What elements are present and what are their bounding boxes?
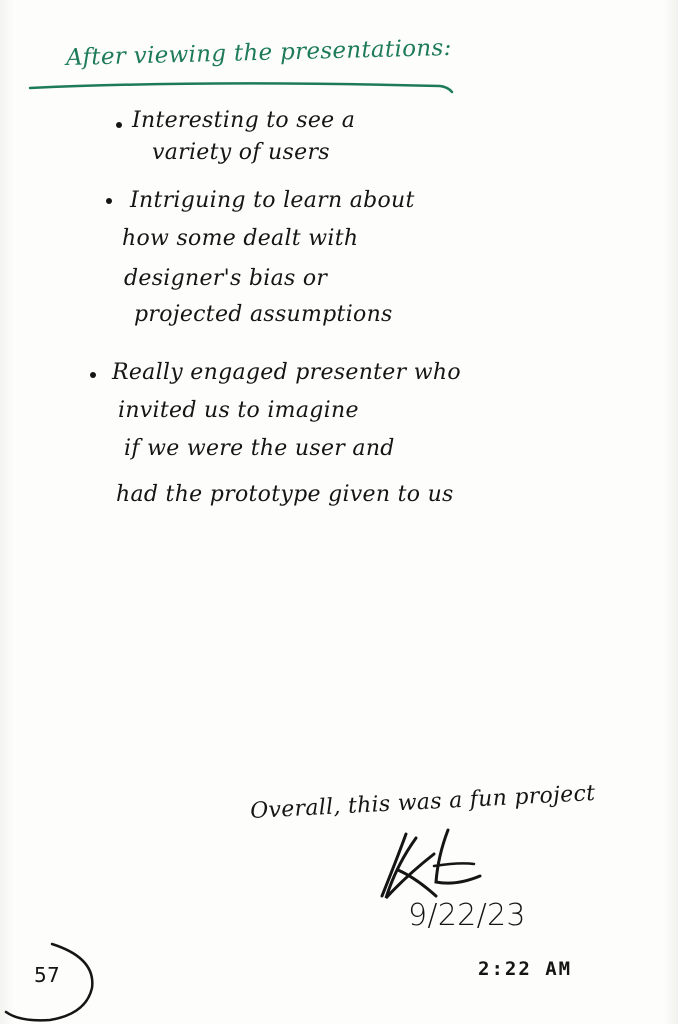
date: 9/22/23 xyxy=(408,898,526,933)
bullet-2-line-2: how some dealt with xyxy=(122,226,359,251)
bullet-3-line-4: had the prototype given to us xyxy=(116,482,454,507)
heading: After viewing the presentations: xyxy=(65,34,452,72)
bullet-1-line-1: Interesting to see a xyxy=(132,108,356,133)
bullet-3-line-2: invited us to imagine xyxy=(118,398,359,423)
bullet-3-line-1: Really engaged presenter who xyxy=(112,360,461,385)
closing-note: Overall, this was a fun project xyxy=(249,780,596,825)
bullet-2-line-4: projected assumptions xyxy=(134,302,393,327)
bullet-3-line-3: if we were the user and xyxy=(124,436,395,461)
bullet-1-line-2: variety of users xyxy=(152,140,330,165)
bullet-2-line-3: designer's bias or xyxy=(124,266,328,291)
bullet-1-dot xyxy=(116,122,122,128)
bullet-2-line-1: Intriguing to learn about xyxy=(130,188,415,213)
page-number: 57 xyxy=(34,963,61,987)
time: 2:22 AM xyxy=(478,958,573,980)
signature xyxy=(376,826,486,906)
bullet-2-dot xyxy=(106,198,112,204)
bullet-3-dot xyxy=(90,372,96,378)
